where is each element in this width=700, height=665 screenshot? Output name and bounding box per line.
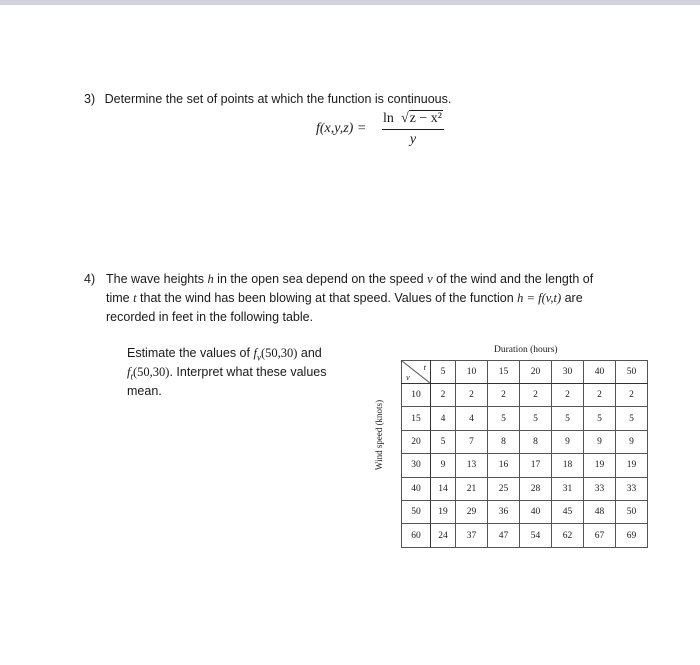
table-row bbox=[402, 384, 648, 407]
table-cell: 5 bbox=[584, 407, 616, 430]
table-cell: 2 bbox=[616, 384, 648, 407]
table-header-row bbox=[402, 361, 648, 384]
column-header: 50 bbox=[616, 361, 648, 384]
table-cell: 9 bbox=[552, 430, 584, 453]
table-cell: 16 bbox=[488, 454, 520, 477]
table-cell: 2 bbox=[431, 384, 456, 407]
table-cell: 29 bbox=[456, 500, 488, 523]
column-header: 30 bbox=[552, 361, 584, 384]
table-row bbox=[402, 477, 648, 500]
table-cell: 19 bbox=[616, 454, 648, 477]
table-cell: 21 bbox=[456, 477, 488, 500]
formula-denominator: y bbox=[409, 132, 417, 147]
table-cell: 2 bbox=[456, 384, 488, 407]
column-header: 15 bbox=[488, 361, 520, 384]
table-cell: 17 bbox=[520, 454, 552, 477]
estimate-prefix: Estimate the values of bbox=[127, 346, 254, 360]
table-cell: 48 bbox=[584, 500, 616, 523]
formula-ln: ln bbox=[383, 111, 394, 126]
estimate-f: f bbox=[253, 346, 257, 360]
estimate-args-1: (50,30) bbox=[260, 346, 298, 360]
table-cell: 50 bbox=[616, 500, 648, 523]
corner-v-label: v bbox=[406, 372, 410, 382]
problem-4-line bbox=[106, 289, 583, 307]
line-text: that the wind has been blowing at that speed. Values of the function bbox=[136, 291, 518, 305]
line-text: recorded in feet in the following table. bbox=[106, 310, 314, 324]
table-row bbox=[402, 524, 648, 547]
math-symbol: v bbox=[427, 272, 433, 286]
column-header: 20 bbox=[520, 361, 552, 384]
wind-speed-label: Wind speed (knots) bbox=[374, 399, 384, 471]
table-cell: 5 bbox=[552, 407, 584, 430]
problem-3-number: 3) bbox=[84, 92, 96, 106]
table-cell: 19 bbox=[431, 500, 456, 523]
table-corner-cell bbox=[402, 361, 431, 384]
wave-height-table bbox=[401, 360, 648, 548]
table-cell: 33 bbox=[584, 477, 616, 500]
problem-4-number: 4) bbox=[84, 272, 96, 286]
problem-3-text: Determine the set of points at which the function is continuous. bbox=[104, 92, 452, 106]
column-header: 10 bbox=[456, 361, 488, 384]
math-symbol: t bbox=[133, 291, 137, 305]
top-bar bbox=[0, 0, 700, 5]
row-header: 60 bbox=[402, 524, 431, 547]
table-cell: 2 bbox=[584, 384, 616, 407]
formula-fraction bbox=[382, 110, 444, 148]
estimate-f-2: f bbox=[127, 365, 131, 379]
table-cell: 62 bbox=[552, 524, 584, 547]
estimate-sub-v: v bbox=[256, 352, 261, 363]
corner-t-label: t bbox=[423, 362, 426, 372]
table-cell: 25 bbox=[488, 477, 520, 500]
duration-label: Duration (hours) bbox=[494, 345, 558, 355]
table-cell: 54 bbox=[520, 524, 552, 547]
table-cell: 4 bbox=[456, 407, 488, 430]
row-header: 15 bbox=[402, 407, 431, 430]
table-cell: 28 bbox=[520, 477, 552, 500]
table-row bbox=[402, 407, 648, 430]
table-cell: 33 bbox=[616, 477, 648, 500]
column-header: 40 bbox=[584, 361, 616, 384]
estimate-sub-t: t bbox=[130, 371, 133, 382]
line-text: are bbox=[561, 291, 583, 305]
problem-4-line bbox=[106, 308, 313, 326]
table-cell: 2 bbox=[552, 384, 584, 407]
problem-3 bbox=[84, 90, 451, 108]
table-row bbox=[402, 500, 648, 523]
table-cell: 67 bbox=[584, 524, 616, 547]
table-cell: 45 bbox=[552, 500, 584, 523]
table-cell: 7 bbox=[456, 430, 488, 453]
problem-4-line bbox=[106, 270, 593, 288]
line-text: in the open sea depend on the speed bbox=[213, 272, 428, 286]
table-cell: 8 bbox=[488, 430, 520, 453]
row-header: 30 bbox=[402, 454, 431, 477]
line-text: The wave heights bbox=[106, 272, 208, 286]
table-cell: 37 bbox=[456, 524, 488, 547]
estimate-interpret: . Interpret what these values bbox=[169, 365, 327, 379]
formula-numerator: ln √z − x² bbox=[383, 111, 442, 126]
table-cell: 14 bbox=[431, 477, 456, 500]
row-header: 20 bbox=[402, 430, 431, 453]
table-cell: 19 bbox=[584, 454, 616, 477]
table-cell: 5 bbox=[488, 407, 520, 430]
estimate-line-3: mean. bbox=[127, 384, 162, 398]
table-row bbox=[402, 430, 648, 453]
table-cell: 69 bbox=[616, 524, 648, 547]
line-text: of the wind and the length of bbox=[432, 272, 594, 286]
table-cell: 5 bbox=[616, 407, 648, 430]
math-symbol: h bbox=[207, 272, 214, 286]
table-cell: 5 bbox=[431, 430, 456, 453]
row-header: 50 bbox=[402, 500, 431, 523]
table-cell: 13 bbox=[456, 454, 488, 477]
fraction-bar bbox=[382, 129, 444, 130]
math-symbol: h = f(v,t) bbox=[517, 291, 562, 305]
table-cell: 24 bbox=[431, 524, 456, 547]
table-cell: 47 bbox=[488, 524, 520, 547]
estimate-args-2: (50,30) bbox=[133, 365, 170, 379]
table-cell: 5 bbox=[520, 407, 552, 430]
formula-lhs: f(x,y,z) = bbox=[316, 121, 367, 136]
table-cell: 4 bbox=[431, 407, 456, 430]
table-cell: 9 bbox=[584, 430, 616, 453]
table-cell: 9 bbox=[431, 454, 456, 477]
column-header: 5 bbox=[431, 361, 456, 384]
table-cell: 40 bbox=[520, 500, 552, 523]
row-header: 10 bbox=[402, 384, 431, 407]
row-header: 40 bbox=[402, 477, 431, 500]
table-cell: 31 bbox=[552, 477, 584, 500]
table-cell: 8 bbox=[520, 430, 552, 453]
table-row bbox=[402, 454, 648, 477]
table-cell: 9 bbox=[616, 430, 648, 453]
table-cell: 2 bbox=[488, 384, 520, 407]
line-text: time bbox=[106, 291, 134, 305]
table-cell: 18 bbox=[552, 454, 584, 477]
formula-radicand: z − x² bbox=[409, 111, 442, 126]
estimate-and: and bbox=[297, 346, 322, 360]
table-cell: 2 bbox=[520, 384, 552, 407]
table-cell: 36 bbox=[488, 500, 520, 523]
